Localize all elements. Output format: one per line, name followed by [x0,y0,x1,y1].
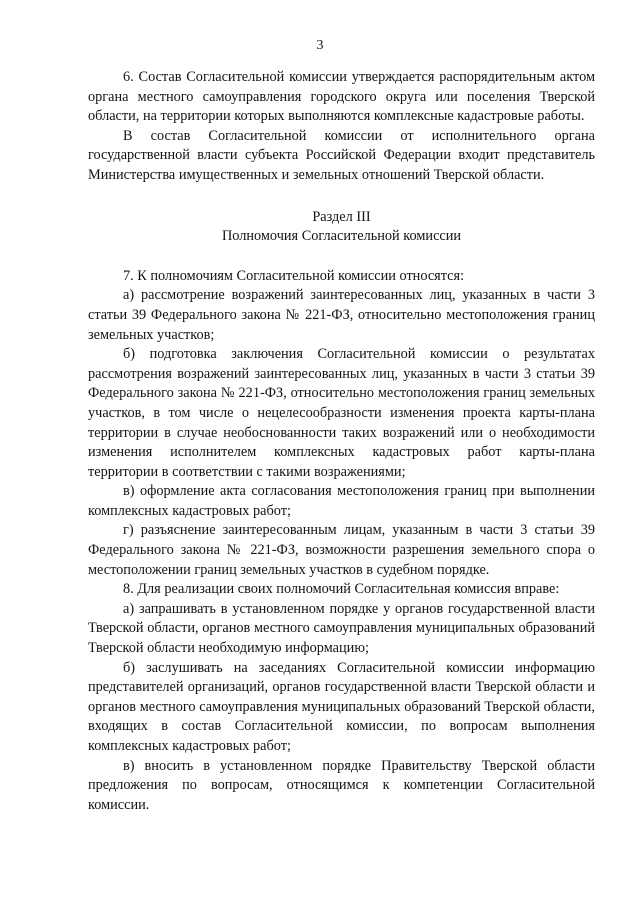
paragraph-7-b: б) подготовка заключения Согласительной комиссии о результатах рассмотрения возражений заинтересованных лиц, указанных в части 3 статьи 39 Федерального закона № 221-ФЗ, относительно местоположения границ земельных участков, в том числе о нецелесообразности изменения проекта карты-плана территории в случае необоснованности таких возражений или о необходимости изменения исполнителем комплексных кадастровых работ карты-плана территории в соответствии с такими возражениями; [88,346,595,480]
section-heading [88,208,595,247]
paragraph-8-v: в) вносить в установленном порядке Правительству Тверской области предложения по вопросам, относящимся к компетенции Согласительной комиссии. [88,757,595,813]
page-number: 3 [316,38,324,53]
paragraph-7-v: в) оформление акта согласования местоположения границ при выполнении комплексных кадастровых работ; [88,483,595,519]
paragraph-7-a: а) рассмотрение возражений заинтересованных лиц, указанных в части 3 статьи 39 Федерального закона № 221-ФЗ, относительно местоположения границ земельных участков; [88,287,595,343]
paragraph-6: 6. Состав Согласительной комиссии утверждается распорядительным актом органа местного самоуправления городского округа или поселения Тверской области, на территории которых выполняются комплексные кадастровые работы. [88,69,595,125]
paragraph-8-b: б) заслушивать на заседаниях Согласительной комиссии информацию представителей организаций, органов государственной власти Тверской области и органов местного самоуправления муниципальных образований Тверской области, входящих в состав Согласительной комиссии, по вопросам выполнения комплексных кадастровых работ; [88,659,595,754]
paragraph-8: 8. Для реализации своих полномочий Согласительная комиссия вправе: [123,581,560,598]
section-number: Раздел III [312,208,371,225]
paragraph-6-composition: В состав Согласительной комиссии от исполнительного органа государственной власти субъекта Российской Федерации входит представитель Министерства имущественных и земельных отношений Тверской области. [88,127,595,183]
paragraph-7-g: г) разъяснение заинтересованным лицам, указанным в части 3 статьи 39 Федерального закона № 221-ФЗ, возможности разрешения земельного спора о местоположении границ земельных участков в судебном порядке. [88,522,595,578]
document-body [88,68,595,815]
section-title: Полномочия Согласительной комиссии [221,228,462,245]
paragraph-7: 7. К полномочиям Согласительной комиссии относятся: [123,267,465,284]
paragraph-8-a: а) запрашивать в установленном порядке у органов государственной власти Тверской области, органов местного самоуправления муниципальных образований Тверской области необходимую информацию; [88,600,595,657]
